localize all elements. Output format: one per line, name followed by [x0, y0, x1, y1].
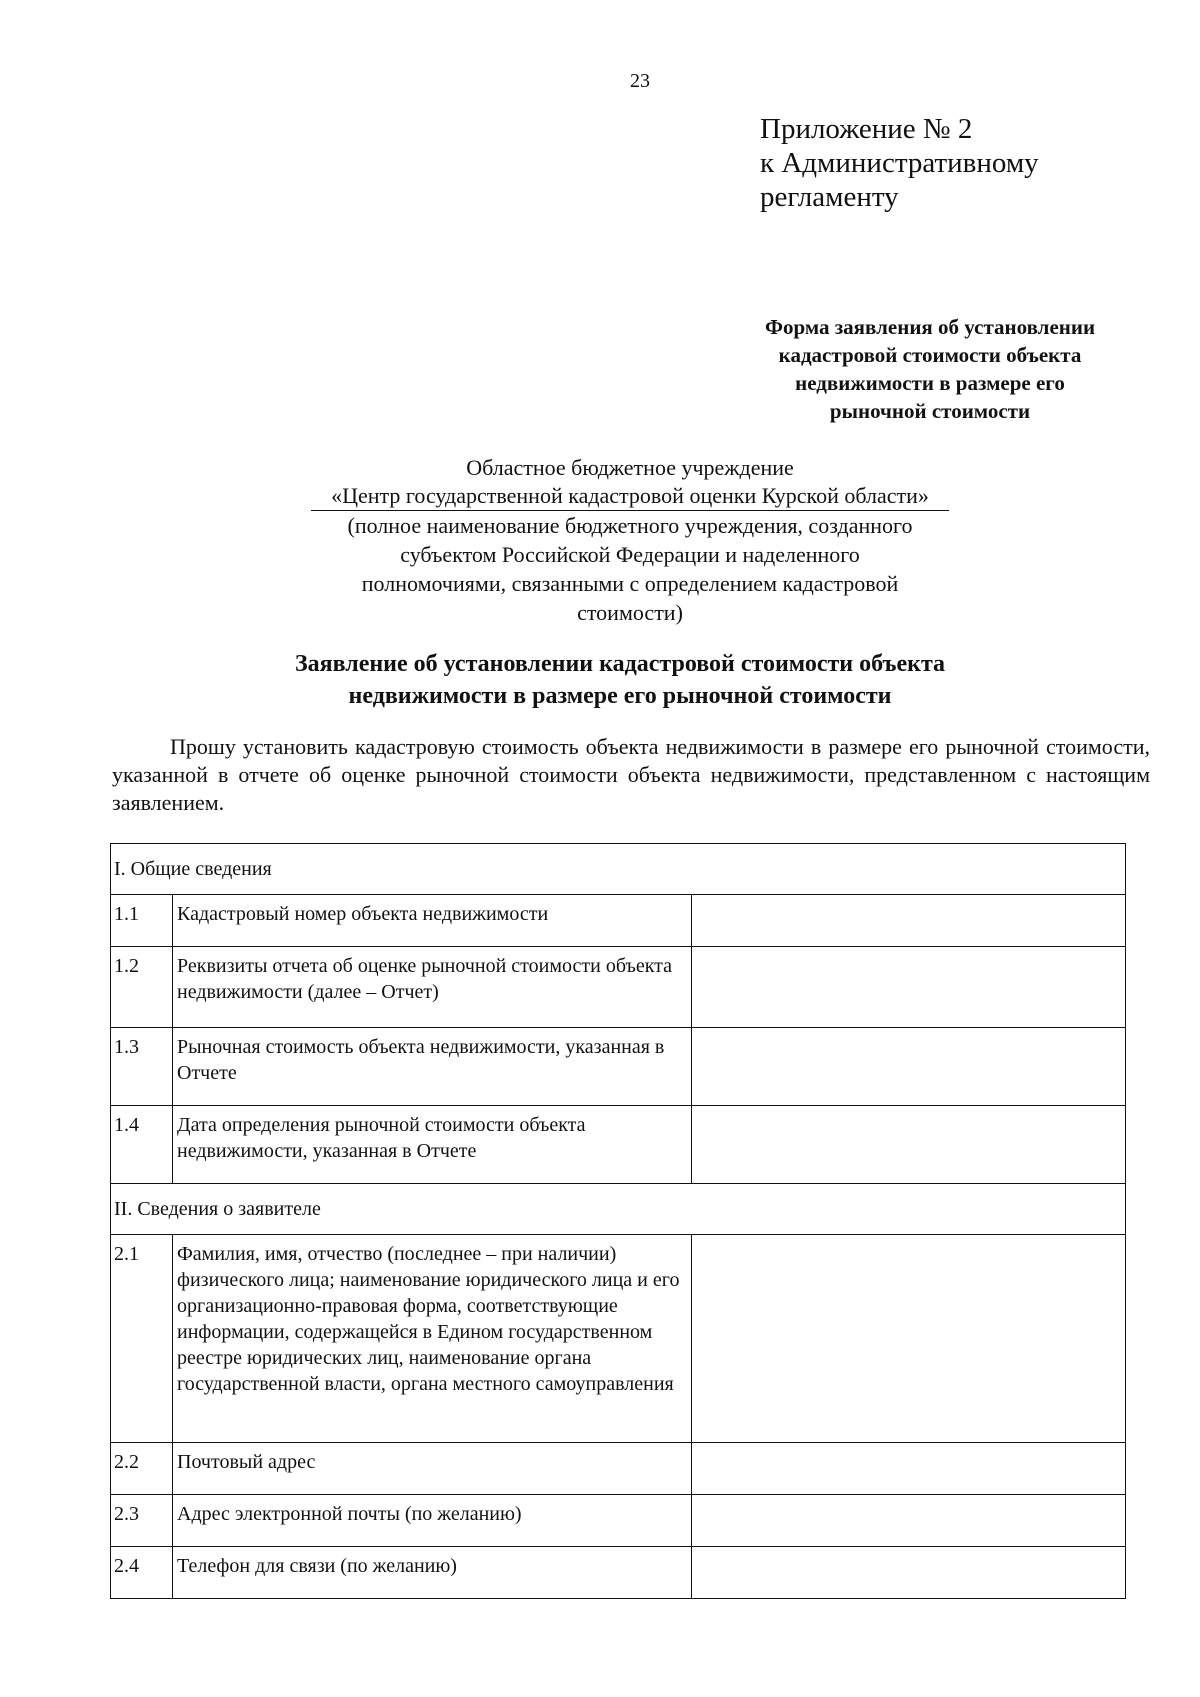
table-row: [111, 1443, 1126, 1495]
request-paragraph: Прошу установить кадастровую стоимость объекта недвижимости в размере его рыночной стоимости, указанной в отчете об оценке рыночной стоимости объекта недвижимости, представленном с настоящим заявлением.: [112, 734, 1150, 815]
row-number: 2.2: [111, 1443, 173, 1495]
table-row: [111, 895, 1126, 947]
statement-title: [200, 648, 1040, 712]
row-number: 1.2: [111, 947, 173, 1028]
row-value-field[interactable]: [692, 1547, 1126, 1599]
row-number: 1.3: [111, 1028, 173, 1106]
row-label: Реквизиты отчета об оценке рыночной стоимости объекта недвижимости (далее – Отчет): [173, 947, 692, 1028]
form-title-line: кадастровой стоимости объекта: [778, 343, 1082, 367]
table-row: [111, 1547, 1126, 1599]
form-title-line: Форма заявления об установлении: [764, 315, 1096, 339]
statement-title-line: недвижимости в размере его рыночной стоимости: [348, 683, 892, 709]
row-label: Телефон для связи (по желанию): [173, 1547, 692, 1599]
recipient-line: Областное бюджетное учреждение: [466, 455, 794, 480]
row-number: 2.4: [111, 1547, 173, 1599]
row-label: Почтовый адрес: [173, 1443, 692, 1495]
row-value-field[interactable]: [692, 1443, 1126, 1495]
page-number: 23: [630, 70, 650, 92]
row-value-field[interactable]: [692, 1495, 1126, 1547]
row-label: Кадастровый номер объекта недвижимости: [173, 895, 692, 947]
form-title-line: недвижимости в размере его: [795, 371, 1065, 395]
table-row: [111, 1106, 1126, 1184]
row-value-field[interactable]: [692, 1235, 1126, 1443]
recipient-note-line: полномочиями, связанными с определением кадастровой: [361, 571, 899, 596]
row-label: Рыночная стоимость объекта недвижимости, указанная в Отчете: [173, 1028, 692, 1106]
table-row: [111, 1495, 1126, 1547]
appendix-line: к Административному: [760, 147, 1039, 179]
recipient-block: [280, 454, 980, 627]
row-number: 1.1: [111, 895, 173, 947]
row-value-field[interactable]: [692, 947, 1126, 1028]
appendix-header: [760, 112, 1039, 214]
form-title-line: рыночной стоимости: [829, 399, 1031, 423]
row-label: Дата определения рыночной стоимости объекта недвижимости, указанная в Отчете: [173, 1106, 692, 1184]
row-label: Адрес электронной почты (по желанию): [173, 1495, 692, 1547]
row-label: Фамилия, имя, отчество (последнее – при наличии) физического лица; наименование юридического лица и его организационно-правовая форма, соответствующие информации, содержащейся в Едином государственном реестре юридических лиц, наименование органа государственной власти, органа местного самоуправления: [173, 1235, 692, 1443]
row-number: 2.3: [111, 1495, 173, 1547]
application-form-table: [110, 843, 1126, 1599]
row-value-field[interactable]: [692, 895, 1126, 947]
appendix-line: регламенту: [760, 181, 899, 213]
row-value-field[interactable]: [692, 1028, 1126, 1106]
table-row: [111, 1235, 1126, 1443]
row-value-field[interactable]: [692, 1106, 1126, 1184]
table-row: [111, 947, 1126, 1028]
section-heading: II. Сведения о заявителе: [111, 1184, 1126, 1235]
recipient-note-line: (полное наименование бюджетного учреждения, созданного: [347, 513, 913, 538]
recipient-note-line: стоимости): [577, 600, 683, 625]
table-row: [111, 1028, 1126, 1106]
row-number: 2.1: [111, 1235, 173, 1443]
recipient-name: «Центр государственной кадастровой оценки Курской области»: [311, 482, 949, 511]
row-number: 1.4: [111, 1106, 173, 1184]
recipient-note-line: субъектом Российской Федерации и наделенного: [400, 542, 860, 567]
appendix-line: Приложение № 2: [760, 113, 973, 145]
section-heading: I. Общие сведения: [111, 844, 1126, 895]
form-title: [720, 313, 1140, 425]
table-section-row: [111, 1184, 1126, 1235]
statement-title-line: Заявление об установлении кадастровой стоимости объекта: [294, 651, 946, 677]
table-section-row: [111, 844, 1126, 895]
